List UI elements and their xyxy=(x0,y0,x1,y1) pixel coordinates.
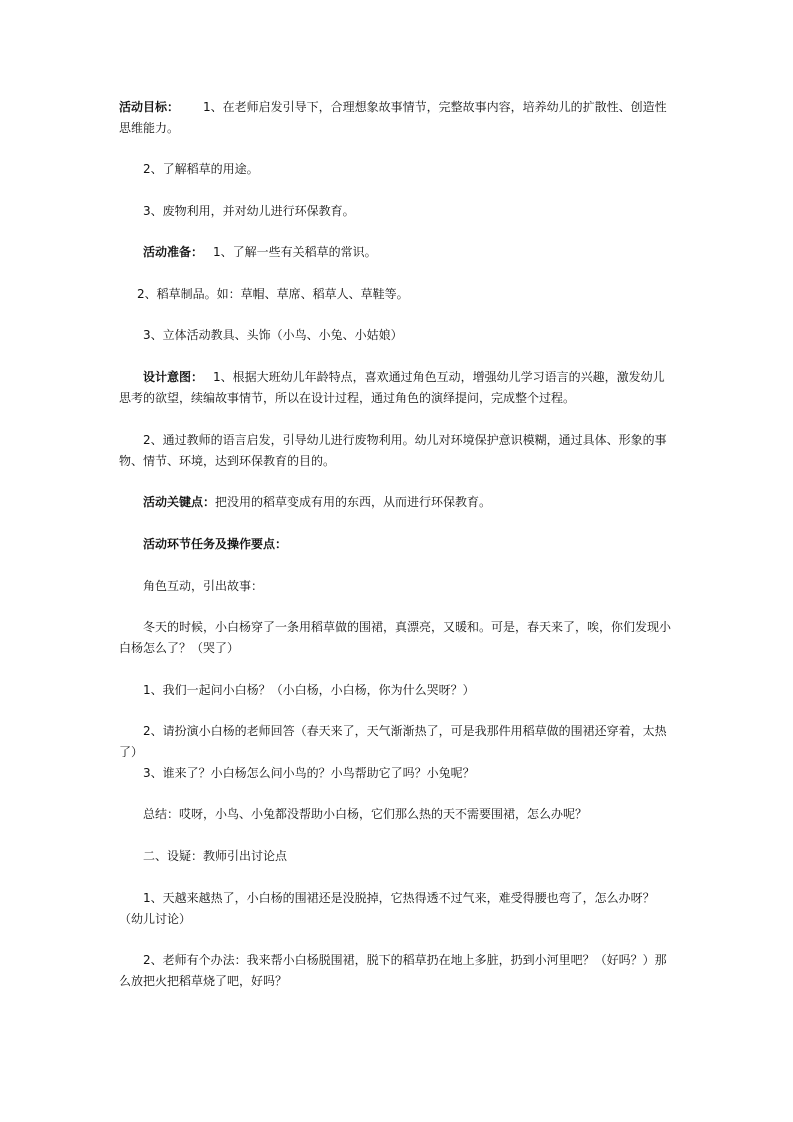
discussion-2: 2、老师有个办法：我来帮小白杨脱围裙，脱下的稻草扔在地上多脏，扔到小河里吧？（好吗？）那么放把火把稻草烧了吧，好吗？ xyxy=(119,953,667,988)
design-2: 2、通过教师的语言启发，引导幼儿进行废物利用。幼儿对环境保护意识模糊，通过具体、形象的事物、情节、环境，达到环保教育的目的。 xyxy=(119,433,667,468)
task-heading: 活动环节任务及操作要点： xyxy=(143,537,288,551)
discussion-1: 1、天越来越热了，小白杨的围裙还是没脱掉，它热得透不过气来，难受得腰也弯了，怎么办呀？（幼儿讨论） xyxy=(119,891,655,926)
key-text: 把没用的稻草变成有用的东西，从而进行环保教育。 xyxy=(215,495,492,509)
goal-paragraph xyxy=(119,97,675,139)
summary: 总结：哎呀，小鸟、小兔都没帮助小白杨，它们那么热的天不需要围裙，怎么办呢？ xyxy=(143,807,588,821)
story-paragraph: 冬天的时候，小白杨穿了一条用稻草做的围裙，真漂亮，又暖和。可是，春天来了，唉，你们发现小白杨怎么了？（哭了） xyxy=(119,620,672,655)
goal-label: 活动目标： xyxy=(119,100,180,114)
section-2-heading: 二、设疑：教师引出讨论点 xyxy=(143,849,288,863)
design-1: 1、根据大班幼儿年龄特点，喜欢通过角色互动，增强幼儿学习语言的兴趣，激发幼儿思考的欲望，续编故事情节，所以在设计过程，通过角色的演绎提问，完成整个过程。 xyxy=(119,370,665,405)
key-label: 活动关键点： xyxy=(143,495,216,509)
question-2: 2、请扮演小白杨的老师回答（春天来了，天气渐渐热了，可是我那件用稻草做的围裙还穿着，太热了） xyxy=(119,724,667,759)
goal-2: 2、了解稻草的用途。 xyxy=(143,162,259,176)
prep-3: 3、立体活动教具、头饰（小鸟、小兔、小姑娘） xyxy=(143,328,403,342)
design-label: 设计意图： xyxy=(143,370,204,384)
prep-paragraph xyxy=(119,242,675,263)
key-paragraph xyxy=(119,492,675,513)
prep-1: 1、了解一些有关稻草的常识。 xyxy=(213,245,377,259)
prep-2: 2、稻草制品。如：草帽、草席、稻草人、草鞋等。 xyxy=(137,287,409,301)
role-title: 角色互动，引出故事： xyxy=(143,579,264,593)
question-1: 1、我们一起问小白杨？（小白杨，小白杨，你为什么哭呀？） xyxy=(143,683,475,697)
question-3: 3、谁来了？小白杨怎么问小鸟的？小鸟帮助它了吗？小兔呢？ xyxy=(143,766,475,780)
goal-1: 1、在老师启发引导下，合理想象故事情节，完整故事内容，培养幼儿的扩散性、创造性思维能力。 xyxy=(119,100,667,135)
goal-3: 3、废物利用，并对幼儿进行环保教育。 xyxy=(143,204,355,218)
prep-label: 活动准备： xyxy=(143,245,204,259)
design-paragraph xyxy=(119,367,675,409)
